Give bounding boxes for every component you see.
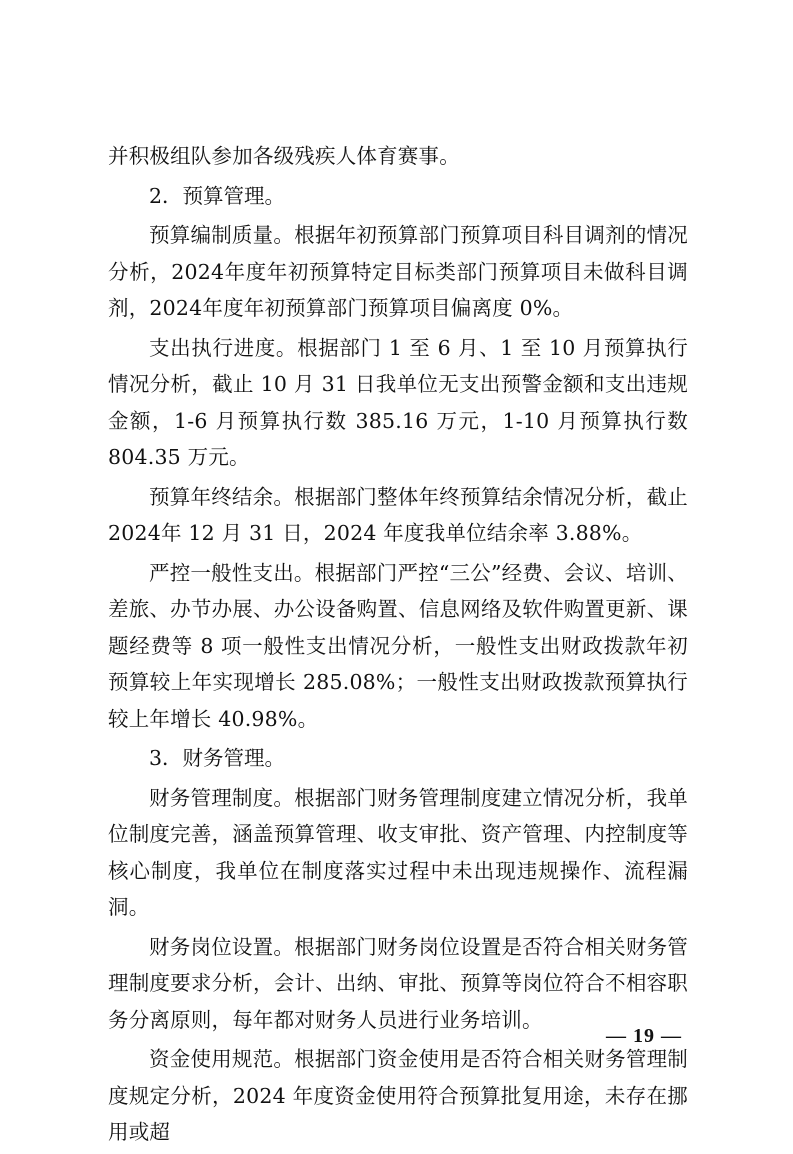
paragraph-general-expenditure: 严控一般性支出。根据部门严控“三公”经费、会议、培训、差旅、办节办展、办公设备购置、信息网络及软件购置更新、课题经费等 8 项一般性支出情况分析，一般性支出财政拨款年初预算较上年实现增长 285.08%；一般性支出财政拨款预算执行较上年增长 40.98%。 (108, 560, 688, 731)
paragraph-financial-system: 财务管理制度。根据部门财务管理制度建立情况分析，我单位制度完善，涵盖预算管理、收支审批、资产管理、内控制度等核心制度，我单位在制度落实过程中未出现违规操作、流程漏洞。 (108, 785, 688, 919)
paragraph-year-end-balance: 预算年终结余。根据部门整体年终预算结余情况分析，截止2024年 12 月 31 日，2024 年度我单位结余率 3.88%。 (108, 484, 688, 545)
paragraph-expenditure-progress: 支出执行进度。根据部门 1 至 6 月、1 至 10 月预算执行情况分析，截止 10 月 31 日我单位无支出预警金额和支出违规金额，1-6 月预算执行数 385.16 万元，1-10 月预算执行数 804.35 万元。 (108, 335, 688, 469)
paragraph-continuation: 并积极组队参加各级残疾人体育赛事。 (108, 144, 460, 168)
paragraph-fund-usage: 资金使用规范。根据部门资金使用是否符合相关财务管理制度规定分析，2024 年度资金使用符合预算批复用途，未存在挪用或超 (108, 1047, 688, 1144)
section-heading-budget-management: 2．预算管理。 (149, 183, 286, 208)
paragraph-financial-posts: 财务岗位设置。根据部门财务岗位设置是否符合相关财务管理制度要求分析，会计、出纳、审批、预算等岗位符合不相容职务分离原则，每年都对财务人员进行业务培训。 (108, 934, 688, 1032)
body-text (108, 138, 688, 1154)
section-heading-financial-management: 3．财务管理。 (149, 746, 286, 770)
paragraph-budget-compilation: 预算编制质量。根据年初预算部门预算项目科目调剂的情况分析，2024年度年初预算特定目标类部门预算项目未做科目调剂，2024年度年初预算部门预算项目偏离度 0%。 (108, 223, 688, 320)
page-number: — 19 — (606, 1025, 682, 1047)
